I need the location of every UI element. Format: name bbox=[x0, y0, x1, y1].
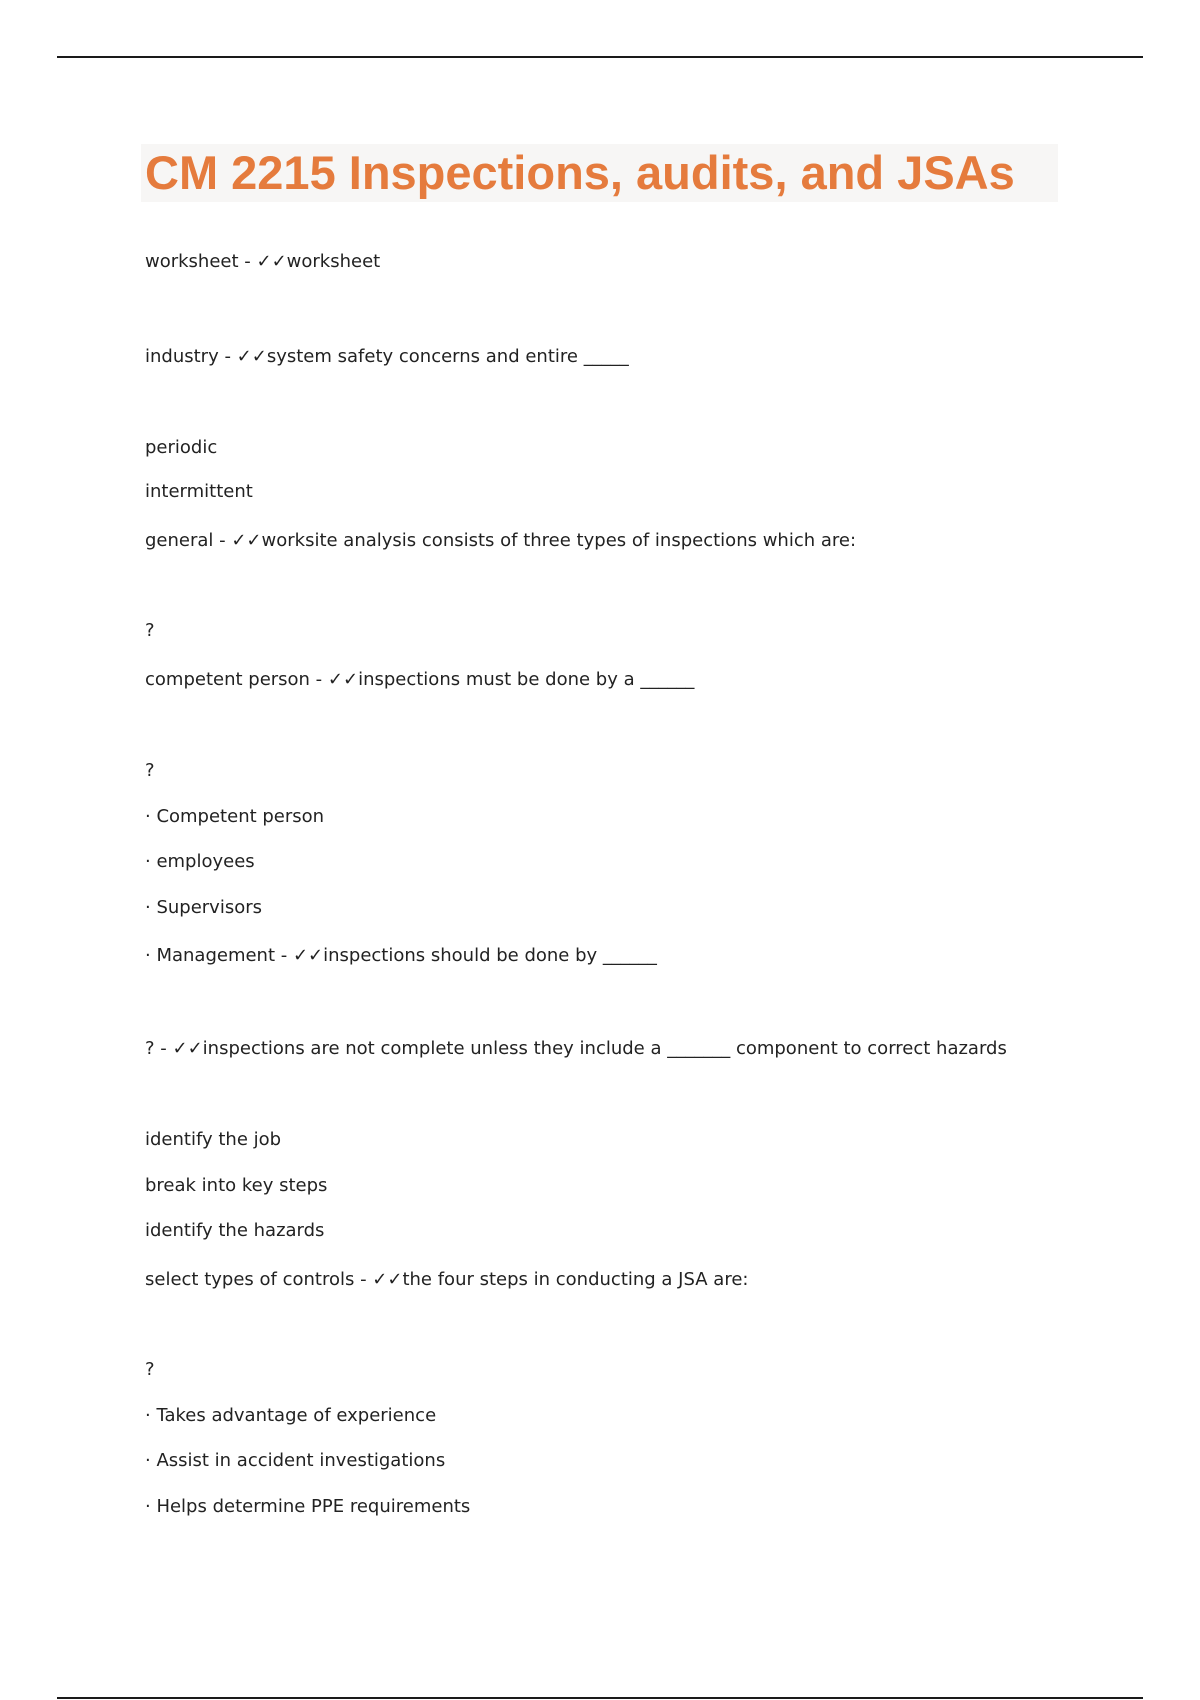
answer-periodic: periodic bbox=[145, 437, 218, 458]
step-identify-job: identify the job bbox=[145, 1129, 282, 1150]
answer-intermittent: intermittent bbox=[145, 481, 253, 502]
step-identify-hazards: identify the hazards bbox=[145, 1220, 325, 1241]
bullet-employees: · employees bbox=[145, 851, 255, 872]
bullet-ppe-requirements: · Helps determine PPE requirements bbox=[145, 1496, 471, 1517]
bullet-supervisors: · Supervisors bbox=[145, 897, 262, 918]
qa-worksheet: worksheet - ✓✓worksheet bbox=[145, 251, 381, 272]
question-mark-2: ? bbox=[145, 760, 155, 781]
qa-corrective-component: ? - ✓✓inspections are not complete unless they include a _______ component to correct hazards bbox=[145, 1038, 1007, 1059]
bullet-accident-investigations: · Assist in accident investigations bbox=[145, 1450, 446, 1471]
footer-rule bbox=[57, 1697, 1143, 1699]
bullet-competent-person: · Competent person bbox=[145, 806, 325, 827]
question-mark-1: ? bbox=[145, 620, 155, 641]
qa-management: · Management - ✓✓inspections should be done by ______ bbox=[145, 945, 657, 966]
question-mark-3: ? bbox=[145, 1359, 155, 1380]
qa-competent-person: competent person - ✓✓inspections must be done by a ______ bbox=[145, 669, 695, 690]
bullet-experience: · Takes advantage of experience bbox=[145, 1405, 437, 1426]
qa-industry: industry - ✓✓system safety concerns and entire _____ bbox=[145, 346, 629, 367]
qa-general: general - ✓✓worksite analysis consists of three types of inspections which are: bbox=[145, 530, 857, 551]
header-rule bbox=[57, 56, 1143, 58]
step-key-steps: break into key steps bbox=[145, 1175, 328, 1196]
document-title: CM 2215 Inspections, audits, and JSAs bbox=[145, 146, 1015, 199]
qa-select-controls: select types of controls - ✓✓the four steps in conducting a JSA are: bbox=[145, 1269, 749, 1290]
